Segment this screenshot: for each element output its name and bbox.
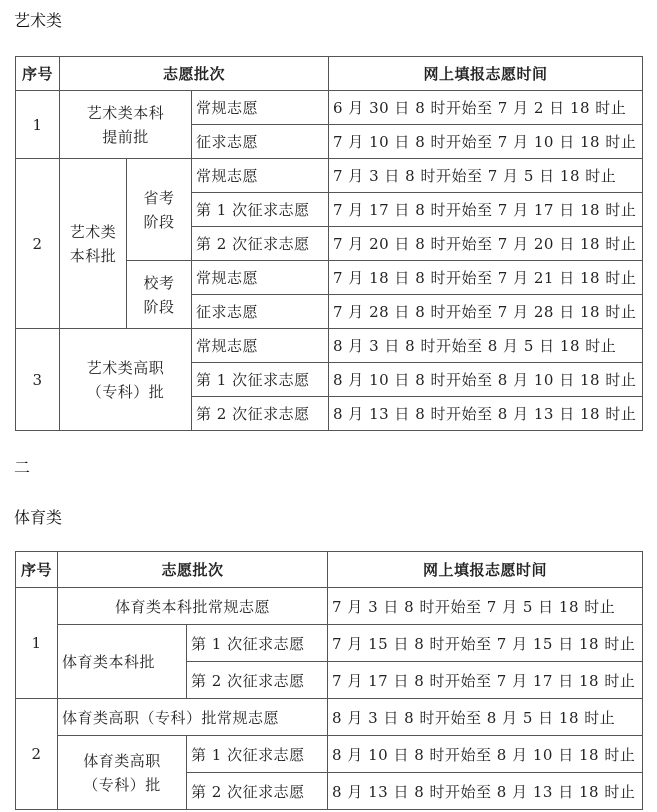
time-cell: 7 月 17 日 8 时开始至 7 月 17 日 18 时止 <box>329 193 643 227</box>
header-time: 网上填报志愿时间 <box>329 57 643 91</box>
table-row <box>16 699 643 736</box>
stage-cell: 校考阶段 <box>127 261 192 329</box>
table-row <box>16 588 643 625</box>
type-cell: 第 2 次征求志愿 <box>187 773 328 810</box>
time-cell: 8 月 13 日 8 时开始至 8 月 13 日 18 时止 <box>329 397 643 431</box>
type-cell: 第 1 次征求志愿 <box>192 363 329 397</box>
time-cell: 7 月 28 日 8 时开始至 7 月 28 日 18 时止 <box>329 295 643 329</box>
batch-cell: 艺术类本科批 <box>60 159 127 329</box>
batch-cell: 艺术类高职（专科）批 <box>60 329 192 431</box>
type-cell: 第 1 次征求志愿 <box>192 193 329 227</box>
time-cell: 7 月 17 日 8 时开始至 7 月 17 日 18 时止 <box>328 662 643 699</box>
time-cell: 7 月 20 日 8 时开始至 7 月 20 日 18 时止 <box>329 227 643 261</box>
table-row <box>16 736 643 773</box>
seq-cell: 2 <box>16 699 58 810</box>
table-header-row <box>16 57 643 91</box>
section-heading-sports: 体育类 <box>14 508 63 527</box>
type-cell: 第 2 次征求志愿 <box>187 662 328 699</box>
batch-regular-cell: 体育类本科批常规志愿 <box>58 588 328 625</box>
header-batch: 志愿批次 <box>58 552 328 588</box>
type-cell: 常规志愿 <box>192 261 329 295</box>
section-separator: 二 <box>14 458 31 477</box>
time-cell: 8 月 3 日 8 时开始至 8 月 5 日 18 时止 <box>329 329 643 363</box>
batch-cell: 艺术类本科提前批 <box>60 91 192 159</box>
header-batch: 志愿批次 <box>60 57 329 91</box>
batch-cell: 体育类本科批 <box>58 625 187 699</box>
time-cell: 7 月 18 日 8 时开始至 7 月 21 日 18 时止 <box>329 261 643 295</box>
type-cell: 征求志愿 <box>192 125 329 159</box>
type-cell: 常规志愿 <box>192 329 329 363</box>
time-cell: 8 月 3 日 8 时开始至 8 月 5 日 18 时止 <box>328 699 643 736</box>
table-row <box>16 625 643 662</box>
seq-cell: 2 <box>16 159 60 329</box>
time-cell: 7 月 3 日 8 时开始至 7 月 5 日 18 时止 <box>329 159 643 193</box>
type-cell: 常规志愿 <box>192 91 329 125</box>
type-cell: 征求志愿 <box>192 295 329 329</box>
section-heading-art: 艺术类 <box>14 11 63 30</box>
time-cell: 6 月 30 日 8 时开始至 7 月 2 日 18 时止 <box>329 91 643 125</box>
time-cell: 7 月 3 日 8 时开始至 7 月 5 日 18 时止 <box>328 588 643 625</box>
table-header-row <box>16 552 643 588</box>
batch-regular-cell: 体育类高职（专科）批常规志愿 <box>58 699 328 736</box>
seq-cell: 1 <box>16 91 60 159</box>
type-cell: 常规志愿 <box>192 159 329 193</box>
time-cell: 8 月 10 日 8 时开始至 8 月 10 日 18 时止 <box>329 363 643 397</box>
table-row <box>16 91 643 125</box>
time-cell: 8 月 13 日 8 时开始至 8 月 13 日 18 时止 <box>328 773 643 810</box>
type-cell: 第 2 次征求志愿 <box>192 227 329 261</box>
art-schedule-table <box>15 56 643 431</box>
type-cell: 第 1 次征求志愿 <box>187 736 328 773</box>
seq-cell: 3 <box>16 329 60 431</box>
time-cell: 7 月 10 日 8 时开始至 7 月 10 日 18 时止 <box>329 125 643 159</box>
sports-schedule-table <box>15 551 643 810</box>
type-cell: 第 1 次征求志愿 <box>187 625 328 662</box>
time-cell: 8 月 10 日 8 时开始至 8 月 10 日 18 时止 <box>328 736 643 773</box>
header-time: 网上填报志愿时间 <box>328 552 643 588</box>
table-row <box>16 329 643 363</box>
seq-cell: 1 <box>16 588 58 699</box>
table-row <box>16 159 643 193</box>
header-seq: 序号 <box>16 552 58 588</box>
stage-cell: 省考阶段 <box>127 159 192 261</box>
batch-cell: 体育类高职（专科）批 <box>58 736 187 810</box>
time-cell: 7 月 15 日 8 时开始至 7 月 15 日 18 时止 <box>328 625 643 662</box>
type-cell: 第 2 次征求志愿 <box>192 397 329 431</box>
header-seq: 序号 <box>16 57 60 91</box>
